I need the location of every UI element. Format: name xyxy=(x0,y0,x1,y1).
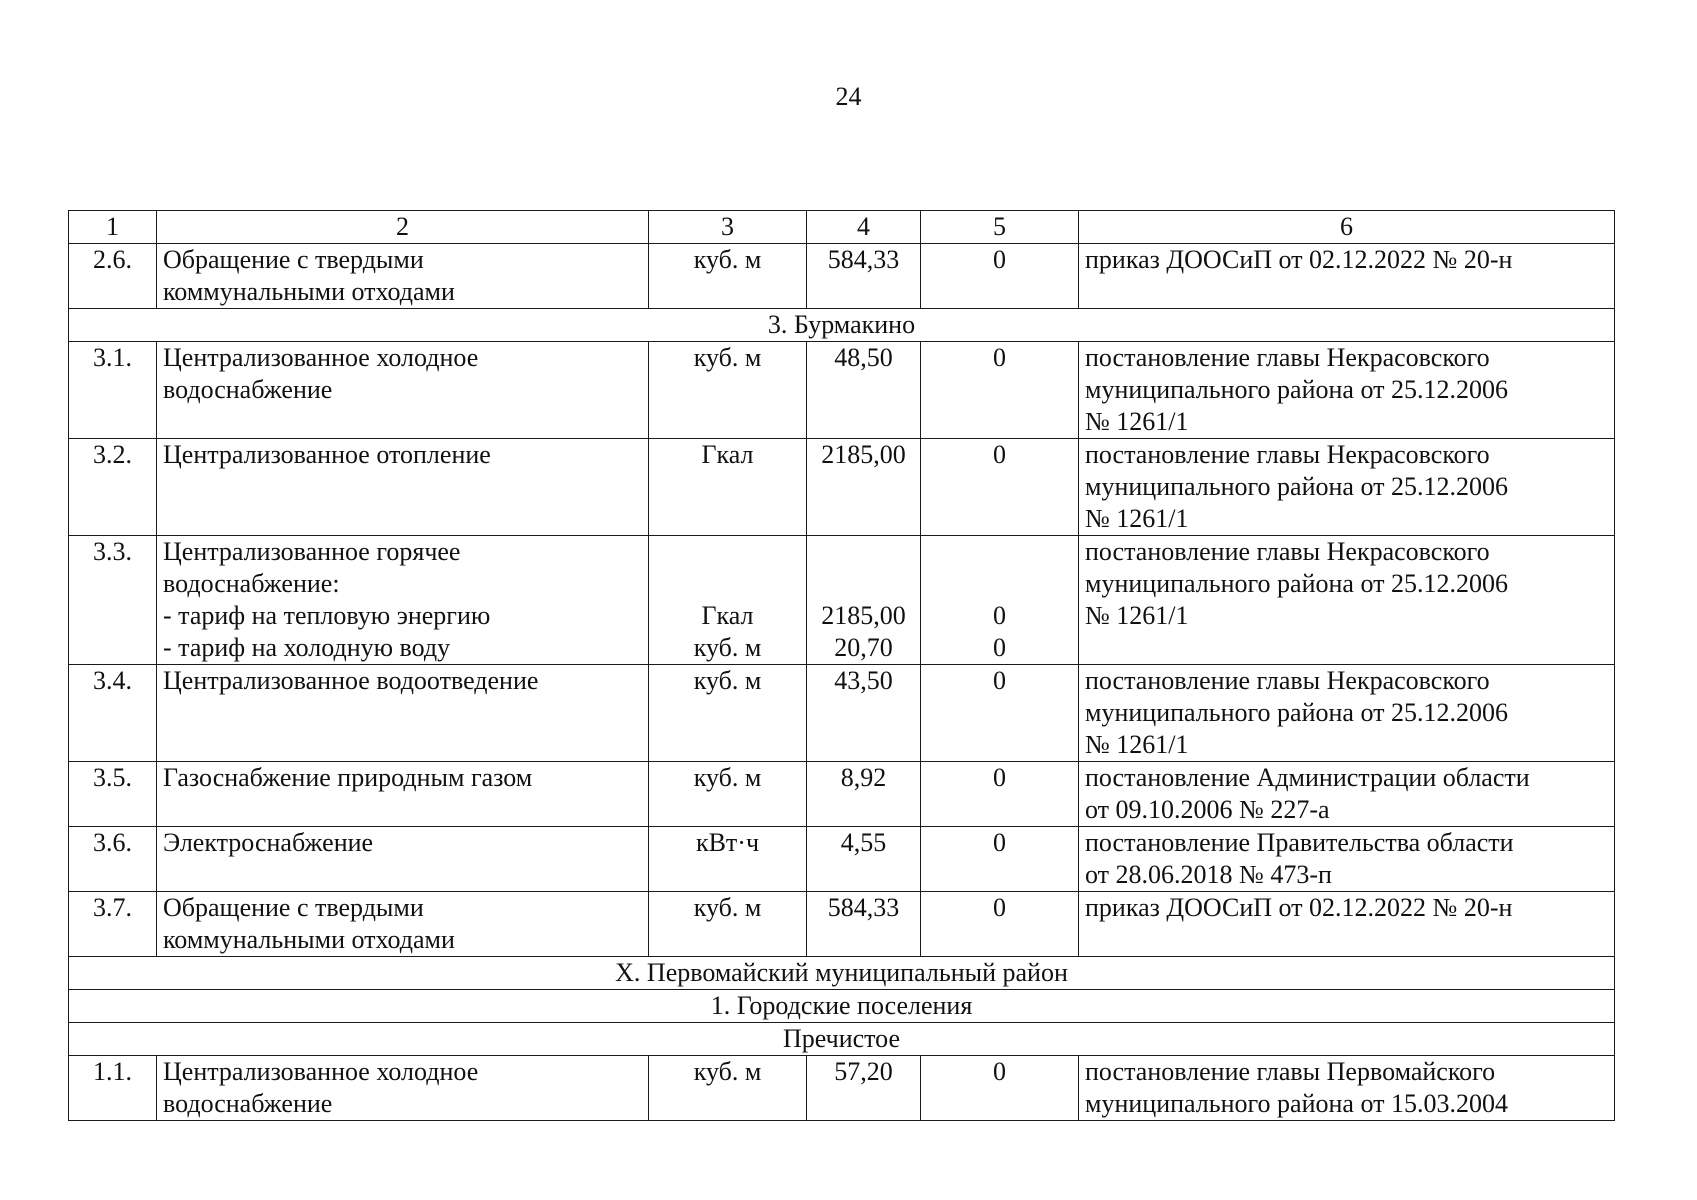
legal-basis-cell xyxy=(1079,536,1615,665)
column-number-3: 3 xyxy=(649,211,807,244)
legal-basis-line: постановление Администрации области xyxy=(1085,763,1530,792)
section-heading: Пречистое xyxy=(69,1023,1615,1056)
page-number: 24 xyxy=(835,82,862,111)
column-number-4: 4 xyxy=(807,211,921,244)
zero-value-cell xyxy=(921,536,1079,665)
service-name-line: коммунальными отходами xyxy=(163,277,455,306)
item-number: 3.6. xyxy=(69,827,157,892)
tariff-table xyxy=(68,210,1615,1121)
service-name-line: водоснабжение xyxy=(163,375,333,404)
table-row xyxy=(69,342,1615,439)
zero-value-line: 0 xyxy=(993,828,1006,857)
section-heading-row xyxy=(69,309,1615,342)
section-heading: 3. Бурмакино xyxy=(69,309,1615,342)
blank-line xyxy=(813,536,914,568)
unit-of-measure-line: куб. м xyxy=(693,343,762,372)
legal-basis-line: № 1261/1 xyxy=(1085,730,1189,759)
blank-line xyxy=(655,536,800,568)
unit-of-measure-cell xyxy=(649,762,807,827)
legal-basis-line: постановление главы Некрасовского xyxy=(1085,666,1490,695)
legal-basis-cell xyxy=(1079,892,1615,957)
zero-value-line: 0 xyxy=(993,1057,1006,1086)
service-name-cell xyxy=(157,342,649,439)
legal-basis-cell xyxy=(1079,1056,1615,1121)
legal-basis-line: № 1261/1 xyxy=(1085,504,1189,533)
service-name-line: - тариф на тепловую энергию xyxy=(163,601,491,630)
item-number: 3.1. xyxy=(69,342,157,439)
service-name-line: Газоснабжение природным газом xyxy=(163,763,533,792)
zero-value-line: 0 xyxy=(993,633,1006,662)
legal-basis-line: постановление главы Некрасовского xyxy=(1085,343,1490,372)
column-number-1: 1 xyxy=(69,211,157,244)
service-name-line: Электроснабжение xyxy=(163,828,374,857)
table-row xyxy=(69,762,1615,827)
unit-of-measure-line: куб. м xyxy=(693,245,762,274)
column-number-header-row xyxy=(69,211,1615,244)
table-row xyxy=(69,892,1615,957)
unit-of-measure-cell xyxy=(649,827,807,892)
tariff-value-line: 57,20 xyxy=(834,1057,893,1086)
legal-basis-cell xyxy=(1079,665,1615,762)
service-name-line: Централизованное холодное xyxy=(163,1057,479,1086)
legal-basis-line: муниципального района от 25.12.2006 xyxy=(1085,569,1508,598)
zero-value-line: 0 xyxy=(993,666,1006,695)
zero-value-line: 0 xyxy=(993,245,1006,274)
service-name-line: Централизованное холодное xyxy=(163,343,479,372)
legal-basis-line: от 09.10.2006 № 227-а xyxy=(1085,795,1330,824)
legal-basis-cell xyxy=(1079,439,1615,536)
legal-basis-line: № 1261/1 xyxy=(1085,407,1189,436)
unit-of-measure-line: Гкал xyxy=(701,601,754,630)
service-name-line: Обращение с твердыми xyxy=(163,893,424,922)
legal-basis-line: приказ ДООСиП от 02.12.2022 № 20-н xyxy=(1085,893,1513,922)
tariff-value-line: 584,33 xyxy=(827,893,900,922)
legal-basis-line: постановление Правительства области xyxy=(1085,828,1514,857)
tariff-value-cell xyxy=(807,892,921,957)
section-heading: X. Первомайский муниципальный район xyxy=(69,957,1615,990)
legal-basis-line: постановление главы Первомайского xyxy=(1085,1057,1496,1086)
unit-of-measure-cell xyxy=(649,1056,807,1121)
unit-of-measure-line: куб. м xyxy=(693,633,762,662)
service-name-cell xyxy=(157,1056,649,1121)
tariff-value-line: 8,92 xyxy=(840,763,887,792)
item-number: 1.1. xyxy=(69,1056,157,1121)
unit-of-measure-cell xyxy=(649,892,807,957)
tariff-value-cell xyxy=(807,342,921,439)
zero-value-line: 0 xyxy=(993,440,1006,469)
legal-basis-line: муниципального района от 25.12.2006 xyxy=(1085,375,1508,404)
legal-basis-line: постановление главы Некрасовского xyxy=(1085,537,1490,566)
table-row xyxy=(69,439,1615,536)
tariff-value-line: 43,50 xyxy=(834,666,893,695)
unit-of-measure-line: Гкал xyxy=(701,440,754,469)
blank-line xyxy=(927,536,1072,568)
service-name-cell xyxy=(157,536,649,665)
tariff-table-body xyxy=(69,211,1615,1121)
column-number-5: 5 xyxy=(921,211,1079,244)
tariff-value-line: 20,70 xyxy=(834,633,893,662)
table-row xyxy=(69,536,1615,665)
section-heading-row xyxy=(69,990,1615,1023)
tariff-value-line: 2185,00 xyxy=(821,440,906,469)
tariff-value-cell xyxy=(807,244,921,309)
legal-basis-line: приказ ДООСиП от 02.12.2022 № 20-н xyxy=(1085,245,1513,274)
unit-of-measure-line: куб. м xyxy=(693,893,762,922)
legal-basis-line: № 1261/1 xyxy=(1085,601,1189,630)
zero-value-line: 0 xyxy=(993,343,1006,372)
legal-basis-cell xyxy=(1079,827,1615,892)
service-name-line: водоснабжение xyxy=(163,1089,333,1118)
service-name-line: Централизованное отопление xyxy=(163,440,491,469)
zero-value-cell xyxy=(921,342,1079,439)
item-number: 2.6. xyxy=(69,244,157,309)
service-name-cell xyxy=(157,827,649,892)
blank-line xyxy=(813,568,914,600)
table-row xyxy=(69,244,1615,309)
zero-value-cell xyxy=(921,892,1079,957)
zero-value-cell xyxy=(921,1056,1079,1121)
legal-basis-line: муниципального района от 25.12.2006 xyxy=(1085,698,1508,727)
service-name-cell xyxy=(157,892,649,957)
tariff-value-cell xyxy=(807,439,921,536)
legal-basis-line: муниципального района от 25.12.2006 xyxy=(1085,472,1508,501)
zero-value-line: 0 xyxy=(993,893,1006,922)
legal-basis-line: муниципального района от 15.03.2004 xyxy=(1085,1089,1508,1118)
blank-line xyxy=(927,568,1072,600)
table-row xyxy=(69,1056,1615,1121)
service-name-cell xyxy=(157,665,649,762)
tariff-value-line: 584,33 xyxy=(827,245,900,274)
item-number: 3.2. xyxy=(69,439,157,536)
unit-of-measure-cell xyxy=(649,536,807,665)
zero-value-cell xyxy=(921,665,1079,762)
unit-of-measure-line: куб. м xyxy=(693,763,762,792)
zero-value-line: 0 xyxy=(993,601,1006,630)
service-name-line: Централизованное водоотведение xyxy=(163,666,539,695)
zero-value-cell xyxy=(921,827,1079,892)
unit-of-measure-cell xyxy=(649,439,807,536)
tariff-value-cell xyxy=(807,665,921,762)
zero-value-cell xyxy=(921,244,1079,309)
tariff-value-cell xyxy=(807,1056,921,1121)
service-name-cell xyxy=(157,244,649,309)
column-number-2: 2 xyxy=(157,211,649,244)
unit-of-measure-cell xyxy=(649,342,807,439)
unit-of-measure-cell xyxy=(649,244,807,309)
service-name-cell xyxy=(157,439,649,536)
unit-of-measure-line: куб. м xyxy=(693,1057,762,1086)
service-name-cell xyxy=(157,762,649,827)
service-name-line: водоснабжение: xyxy=(163,569,340,598)
item-number: 3.5. xyxy=(69,762,157,827)
unit-of-measure-cell xyxy=(649,665,807,762)
tariff-value-line: 48,50 xyxy=(834,343,893,372)
service-name-line: коммунальными отходами xyxy=(163,925,455,954)
table-row xyxy=(69,665,1615,762)
table-row xyxy=(69,827,1615,892)
section-heading-row xyxy=(69,957,1615,990)
legal-basis-cell xyxy=(1079,244,1615,309)
tariff-value-cell xyxy=(807,827,921,892)
service-name-line: - тариф на холодную воду xyxy=(163,633,451,662)
legal-basis-line: от 28.06.2018 № 473-п xyxy=(1085,860,1332,889)
service-name-line: Централизованное горячее xyxy=(163,537,461,566)
zero-value-line: 0 xyxy=(993,763,1006,792)
blank-line xyxy=(655,568,800,600)
section-heading: 1. Городские поселения xyxy=(69,990,1615,1023)
unit-of-measure-line: куб. м xyxy=(693,666,762,695)
tariff-value-cell xyxy=(807,536,921,665)
column-number-6: 6 xyxy=(1079,211,1615,244)
unit-of-measure-line: кВт·ч xyxy=(695,828,760,857)
zero-value-cell xyxy=(921,762,1079,827)
legal-basis-cell xyxy=(1079,342,1615,439)
section-heading-row xyxy=(69,1023,1615,1056)
item-number: 3.7. xyxy=(69,892,157,957)
item-number: 3.3. xyxy=(69,536,157,665)
service-name-line: Обращение с твердыми xyxy=(163,245,424,274)
legal-basis-line: постановление главы Некрасовского xyxy=(1085,440,1490,469)
tariff-value-line: 4,55 xyxy=(840,828,887,857)
tariff-value-cell xyxy=(807,762,921,827)
legal-basis-cell xyxy=(1079,762,1615,827)
item-number: 3.4. xyxy=(69,665,157,762)
zero-value-cell xyxy=(921,439,1079,536)
tariff-value-line: 2185,00 xyxy=(821,601,906,630)
